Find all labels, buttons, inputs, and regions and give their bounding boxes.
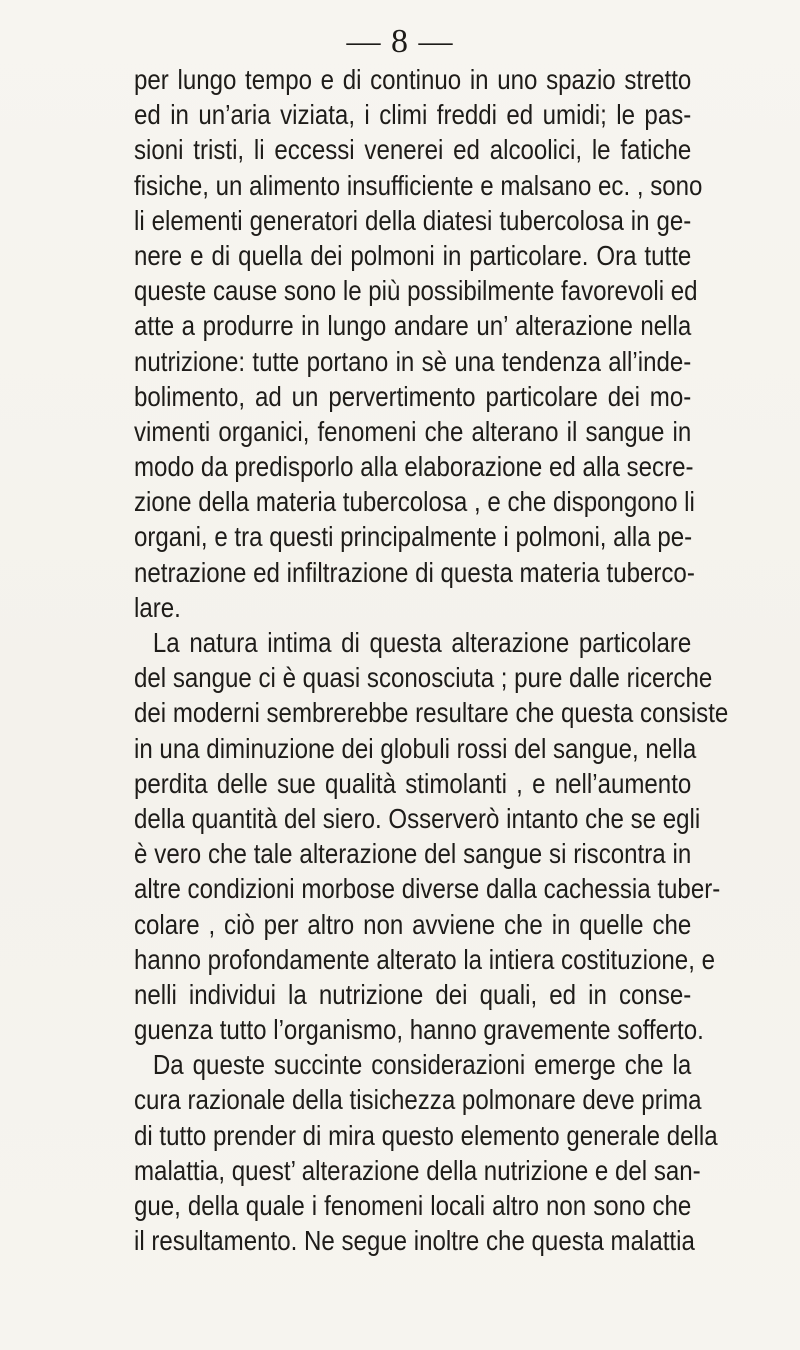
text-line: organi, e tra questi principalmente i polmoni, alla pe-: [134, 521, 693, 553]
paragraph-3: [134, 1047, 718, 1258]
text-line: ed in un’aria viziata, i climi freddi ed umidi; le pas-: [134, 99, 692, 131]
text-line: perdita delle sue qualità stimolanti , e nell’aumento: [134, 767, 692, 799]
text-line: fisiche, un alimento insufficiente e malsano ec. , sono: [134, 169, 703, 201]
text-line: Da queste succinte considerazioni emerge che la: [152, 1049, 692, 1081]
text-line: per lungo tempo e di continuo in uno spazio stretto: [134, 64, 692, 95]
text-line: nutrizione: tutte portano in sè una tendenza all’inde-: [134, 345, 692, 377]
text-line: altre condizioni morbose diverse dalla cachessia tuber-: [134, 873, 721, 905]
text-line: modo da predisporlo alla elaborazione ed alla secre-: [134, 451, 694, 483]
text-line: è vero che tale alterazione del sangue si riscontra in: [134, 838, 692, 870]
text-line: sioni tristi, li eccessi venerei ed alcoolici, le fatiche: [134, 134, 692, 166]
text-line: La natura intima di questa alterazione particolare: [152, 627, 692, 658]
text-line: dei moderni sembrerebbe resultare che questa consiste: [134, 697, 729, 729]
text-line: guenza tutto l’organismo, hanno gravemente sofferto.: [134, 1014, 704, 1046]
text-line: vimenti organici, fenomeni che alterano il sangue in: [134, 415, 692, 447]
text-line: malattia, quest’ alterazione della nutrizione e del san-: [134, 1154, 701, 1186]
text-line: netrazione ed infiltrazione di questa materia tuberco-: [134, 556, 695, 588]
text-line: lare.: [134, 591, 181, 623]
page-number: — 8 —: [346, 23, 454, 60]
paragraph-1: [134, 62, 703, 625]
text-line: zione della materia tubercolosa , e che dispongono li: [134, 486, 695, 518]
text-line: li elementi generatori della diatesi tubercolosa in ge-: [134, 204, 692, 236]
text-line: in una diminuzione dei globuli rossi del sangue, nella: [134, 732, 697, 764]
text-line: della quantità del siero. Osserverò intanto che se egli: [134, 802, 701, 834]
text-line: gue, della quale i fenomeni locali altro non sono che: [134, 1190, 692, 1221]
text-line: del sangue ci è quasi sconosciuta ; pure dalle ricerche: [134, 662, 713, 694]
text-line: cura razionale della tisichezza polmonare deve prima: [134, 1084, 702, 1116]
text-line: di tutto prender di mira questo elemento generale della: [134, 1119, 718, 1151]
text-line: nere e di quella dei polmoni in particolare. Ora tutte: [134, 239, 692, 271]
text-line: il resultamento. Ne segue inoltre che questa malattia: [134, 1225, 695, 1257]
text-line: hanno profondamente alterato la intiera costituzione, e: [134, 943, 715, 975]
body-text: [134, 62, 729, 1258]
text-line: queste cause sono le più possibilmente favorevoli ed: [134, 275, 698, 307]
text-line: nelli individui la nutrizione dei quali, ed in conse-: [134, 978, 692, 1010]
paragraph-2: [134, 625, 729, 1047]
text-line: colare , ciò per altro non avviene che in quelle che: [134, 908, 692, 940]
text-line: bolimento, ad un pervertimento particolare dei mo-: [134, 380, 692, 412]
text-line: atte a produrre in lungo andare un’ alterazione nella: [134, 310, 692, 342]
